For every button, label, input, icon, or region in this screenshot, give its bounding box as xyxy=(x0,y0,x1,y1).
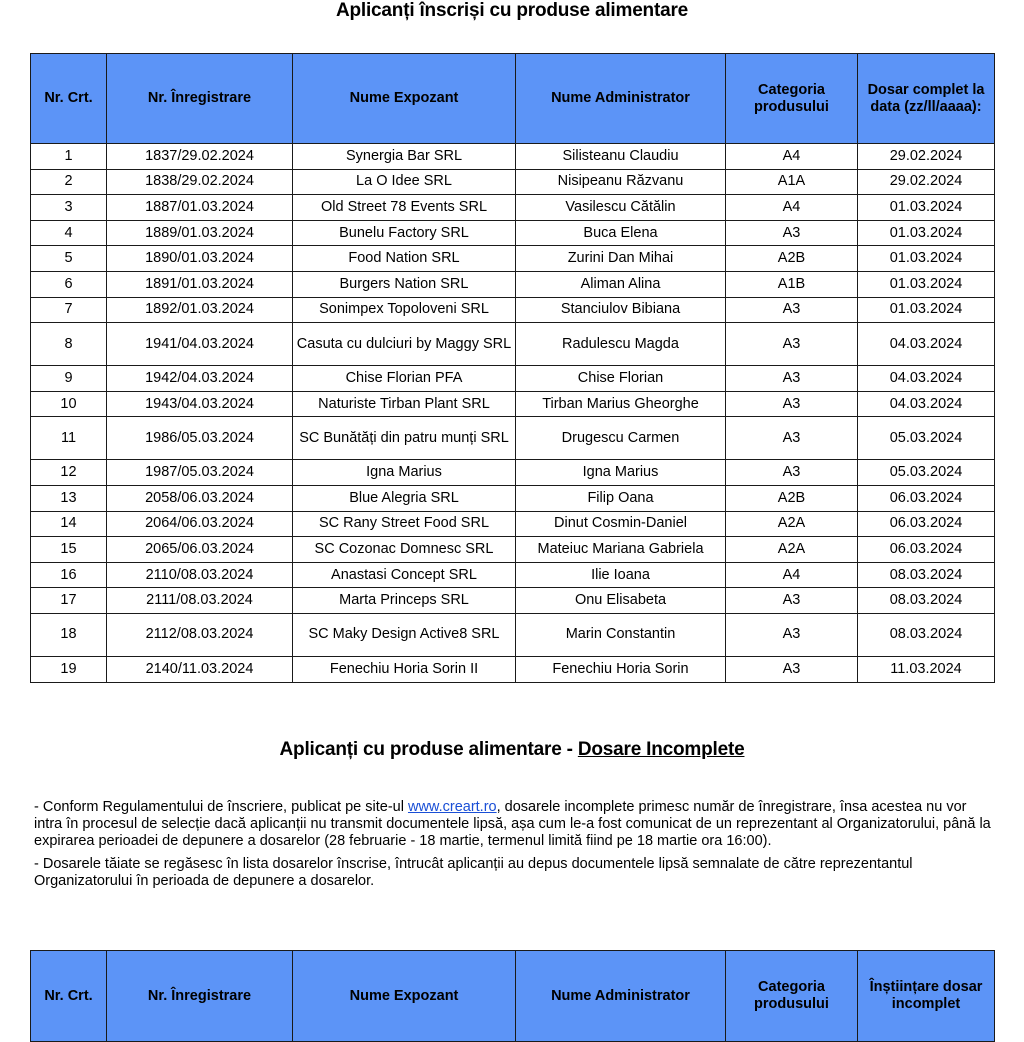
cell-nr-inregistrare: 1941/04.03.2024 xyxy=(107,323,293,366)
cell-nume-administrator: Igna Marius xyxy=(516,460,726,486)
cell-nume-expozant: SC Rany Street Food SRL xyxy=(293,511,516,537)
col-nr-inregistrare: Nr. Înregistrare xyxy=(107,54,293,144)
section-title-prefix: Aplicanți cu produse alimentare - xyxy=(279,739,578,760)
cell-nume-expozant: Marta Princeps SRL xyxy=(293,588,516,614)
table-row xyxy=(31,460,995,486)
cell-nume-administrator: Stanciulov Bibiana xyxy=(516,297,726,323)
section-title-incomplete xyxy=(0,739,1024,761)
cell-categoria: A3 xyxy=(726,366,858,392)
col-nume-administrator: Nume Administrator xyxy=(516,951,726,1042)
cell-nume-expozant: Old Street 78 Events SRL xyxy=(293,195,516,221)
cell-nr-inregistrare: 1987/05.03.2024 xyxy=(107,460,293,486)
cell-nr-crt: 3 xyxy=(31,195,107,221)
cell-nume-expozant: Sonimpex Topoloveni SRL xyxy=(293,297,516,323)
cell-categoria: A1A xyxy=(726,169,858,195)
cell-nr-crt: 15 xyxy=(31,537,107,563)
cell-data: 11.03.2024 xyxy=(858,656,995,682)
cell-nr-inregistrare: 2064/06.03.2024 xyxy=(107,511,293,537)
notes-block xyxy=(34,799,994,896)
cell-categoria: A3 xyxy=(726,613,858,656)
cell-categoria: A3 xyxy=(726,323,858,366)
cell-nr-inregistrare: 1837/29.02.2024 xyxy=(107,144,293,170)
col-nr-inregistrare: Nr. Înregistrare xyxy=(107,951,293,1042)
cell-data: 05.03.2024 xyxy=(858,417,995,460)
cell-data: 29.02.2024 xyxy=(858,144,995,170)
cell-nume-expozant: Igna Marius xyxy=(293,460,516,486)
cell-data: 08.03.2024 xyxy=(858,613,995,656)
cell-categoria: A2A xyxy=(726,537,858,563)
cell-categoria: A1B xyxy=(726,271,858,297)
cell-categoria: A4 xyxy=(726,562,858,588)
registered-applicants-table xyxy=(30,53,995,683)
cell-data: 01.03.2024 xyxy=(858,220,995,246)
table-row xyxy=(31,588,995,614)
table-row xyxy=(31,271,995,297)
cell-nr-inregistrare: 1891/01.03.2024 xyxy=(107,271,293,297)
cell-nume-administrator: Filip Oana xyxy=(516,485,726,511)
cell-nume-administrator: Mateiuc Mariana Gabriela xyxy=(516,537,726,563)
cell-data: 04.03.2024 xyxy=(858,366,995,392)
col-instiintare: Înștiințare dosar incomplet xyxy=(858,951,995,1042)
cell-nr-inregistrare: 1890/01.03.2024 xyxy=(107,246,293,272)
cell-nr-crt: 7 xyxy=(31,297,107,323)
creart-link[interactable]: www.creart.ro xyxy=(407,799,497,815)
cell-nr-crt: 9 xyxy=(31,366,107,392)
table-row xyxy=(31,366,995,392)
cell-data: 06.03.2024 xyxy=(858,485,995,511)
cell-nr-inregistrare: 1838/29.02.2024 xyxy=(107,169,293,195)
incomplete-applicants-table xyxy=(30,950,995,1042)
cell-nr-crt: 6 xyxy=(31,271,107,297)
cell-categoria: A4 xyxy=(726,195,858,221)
cell-data: 01.03.2024 xyxy=(858,246,995,272)
cell-data: 05.03.2024 xyxy=(858,460,995,486)
cell-nr-inregistrare: 1986/05.03.2024 xyxy=(107,417,293,460)
cell-nr-crt: 8 xyxy=(31,323,107,366)
cell-nr-crt: 17 xyxy=(31,588,107,614)
cell-data: 06.03.2024 xyxy=(858,511,995,537)
cell-nr-crt: 1 xyxy=(31,144,107,170)
table-row xyxy=(31,391,995,417)
cell-nume-expozant: SC Cozonac Domnesc SRL xyxy=(293,537,516,563)
cell-nr-crt: 5 xyxy=(31,246,107,272)
cell-nr-inregistrare: 2112/08.03.2024 xyxy=(107,613,293,656)
cell-nume-administrator: Chise Florian xyxy=(516,366,726,392)
cell-nume-administrator: Zurini Dan Mihai xyxy=(516,246,726,272)
col-nr-crt: Nr. Crt. xyxy=(31,54,107,144)
col-nume-administrator: Nume Administrator xyxy=(516,54,726,144)
cell-nr-crt: 11 xyxy=(31,417,107,460)
col-categoria: Categoria produsului xyxy=(726,54,858,144)
cell-data: 29.02.2024 xyxy=(858,169,995,195)
table-row xyxy=(31,511,995,537)
cell-nume-expozant: Burgers Nation SRL xyxy=(293,271,516,297)
section-title-underlined: Dosare Incomplete xyxy=(577,739,745,760)
cell-nr-inregistrare: 2110/08.03.2024 xyxy=(107,562,293,588)
col-nume-expozant: Nume Expozant xyxy=(293,951,516,1042)
cell-nume-administrator: Ilie Ioana xyxy=(516,562,726,588)
cell-nume-administrator: Aliman Alina xyxy=(516,271,726,297)
cell-nume-expozant: Food Nation SRL xyxy=(293,246,516,272)
cell-nume-expozant: Chise Florian PFA xyxy=(293,366,516,392)
note-2: - Dosarele tăiate se regăsesc în lista dosarelor înscrise, întrucât aplicanții au depus documentele lipsă semnalate de către reprezentantul Organizatorului în perioada de depunere a dosarelor. xyxy=(34,856,913,889)
cell-nr-crt: 10 xyxy=(31,391,107,417)
table-row xyxy=(31,562,995,588)
cell-nume-expozant: SC Maky Design Active8 SRL xyxy=(293,613,516,656)
cell-nume-expozant: Casuta cu dulciuri by Maggy SRL xyxy=(293,323,516,366)
cell-nr-inregistrare: 1887/01.03.2024 xyxy=(107,195,293,221)
table-row xyxy=(31,144,995,170)
cell-nr-inregistrare: 1889/01.03.2024 xyxy=(107,220,293,246)
cell-nume-administrator: Marin Constantin xyxy=(516,613,726,656)
cell-nume-expozant: Anastasi Concept SRL xyxy=(293,562,516,588)
cell-nume-administrator: Onu Elisabeta xyxy=(516,588,726,614)
cell-categoria: A2B xyxy=(726,485,858,511)
cell-nr-crt: 14 xyxy=(31,511,107,537)
table-header-row xyxy=(31,54,995,144)
cell-nr-inregistrare: 2140/11.03.2024 xyxy=(107,656,293,682)
table-header-row xyxy=(31,951,995,1042)
cell-nr-crt: 18 xyxy=(31,613,107,656)
cell-data: 01.03.2024 xyxy=(858,195,995,221)
table-row xyxy=(31,613,995,656)
cell-categoria: A3 xyxy=(726,656,858,682)
cell-categoria: A3 xyxy=(726,417,858,460)
cell-data: 06.03.2024 xyxy=(858,537,995,563)
table-row xyxy=(31,417,995,460)
page-title: Aplicanți înscriși cu produse alimentare xyxy=(335,0,689,21)
cell-nume-expozant: Bunelu Factory SRL xyxy=(293,220,516,246)
table-row xyxy=(31,169,995,195)
cell-nume-administrator: Fenechiu Horia Sorin xyxy=(516,656,726,682)
cell-nume-administrator: Radulescu Magda xyxy=(516,323,726,366)
cell-nr-crt: 2 xyxy=(31,169,107,195)
col-dosar-complet: Dosar complet la data (zz/ll/aaaa): xyxy=(858,54,995,144)
cell-nume-administrator: Buca Elena xyxy=(516,220,726,246)
cell-categoria: A3 xyxy=(726,460,858,486)
cell-nume-expozant: La O Idee SRL xyxy=(293,169,516,195)
cell-nr-inregistrare: 2111/08.03.2024 xyxy=(107,588,293,614)
cell-nume-administrator: Silisteanu Claudiu xyxy=(516,144,726,170)
cell-categoria: A2B xyxy=(726,246,858,272)
cell-nr-inregistrare: 2058/06.03.2024 xyxy=(107,485,293,511)
cell-nume-administrator: Dinut Cosmin-Daniel xyxy=(516,511,726,537)
cell-categoria: A2A xyxy=(726,511,858,537)
table-row xyxy=(31,485,995,511)
table-row xyxy=(31,656,995,682)
cell-data: 04.03.2024 xyxy=(858,323,995,366)
cell-nr-inregistrare: 1892/01.03.2024 xyxy=(107,297,293,323)
cell-categoria: A3 xyxy=(726,220,858,246)
table-row xyxy=(31,323,995,366)
cell-categoria: A4 xyxy=(726,144,858,170)
col-nr-crt: Nr. Crt. xyxy=(31,951,107,1042)
note-1-end: , dosarele incomplete primesc număr de înregistrare, însa acestea nu vor intra în procesul de selecție dacă aplicanții nu transmit documentele lipsă, așa cum le-a fost comunicat de un reprezentant al Organizatorului, până la expirarea perioadei de depunere a dosarelor (28 februarie - 18 martie, termenul limită fiind pe 18 martie ora 16:00). xyxy=(34,799,991,849)
cell-nr-inregistrare: 1942/04.03.2024 xyxy=(107,366,293,392)
table-row xyxy=(31,220,995,246)
cell-data: 04.03.2024 xyxy=(858,391,995,417)
table-row xyxy=(31,195,995,221)
cell-nume-expozant: Naturiste Tirban Plant SRL xyxy=(293,391,516,417)
cell-nume-administrator: Vasilescu Cătălin xyxy=(516,195,726,221)
table-row xyxy=(31,537,995,563)
col-categoria: Categoria produsului xyxy=(726,951,858,1042)
cell-nume-expozant: Synergia Bar SRL xyxy=(293,144,516,170)
note-1-start: - Conform Regulamentului de înscriere, publicat pe site-ul xyxy=(34,799,408,815)
cell-data: 01.03.2024 xyxy=(858,271,995,297)
cell-nr-crt: 16 xyxy=(31,562,107,588)
cell-nr-crt: 4 xyxy=(31,220,107,246)
col-nume-expozant: Nume Expozant xyxy=(293,54,516,144)
cell-nr-crt: 19 xyxy=(31,656,107,682)
cell-data: 08.03.2024 xyxy=(858,588,995,614)
cell-nume-expozant: Fenechiu Horia Sorin II xyxy=(293,656,516,682)
cell-data: 01.03.2024 xyxy=(858,297,995,323)
cell-data: 08.03.2024 xyxy=(858,562,995,588)
cell-nr-crt: 12 xyxy=(31,460,107,486)
cell-nr-crt: 13 xyxy=(31,485,107,511)
cell-nume-expozant: SC Bunătăți din patru munți SRL xyxy=(293,417,516,460)
cell-categoria: A3 xyxy=(726,588,858,614)
cell-nr-inregistrare: 1943/04.03.2024 xyxy=(107,391,293,417)
table-row xyxy=(31,297,995,323)
table-row xyxy=(31,246,995,272)
cell-categoria: A3 xyxy=(726,391,858,417)
cell-categoria: A3 xyxy=(726,297,858,323)
note-1 xyxy=(34,799,994,850)
cell-nume-expozant: Blue Alegria SRL xyxy=(293,485,516,511)
cell-nume-administrator: Tirban Marius Gheorghe xyxy=(516,391,726,417)
cell-nr-inregistrare: 2065/06.03.2024 xyxy=(107,537,293,563)
cell-nume-administrator: Drugescu Carmen xyxy=(516,417,726,460)
cell-nume-administrator: Nisipeanu Răzvanu xyxy=(516,169,726,195)
